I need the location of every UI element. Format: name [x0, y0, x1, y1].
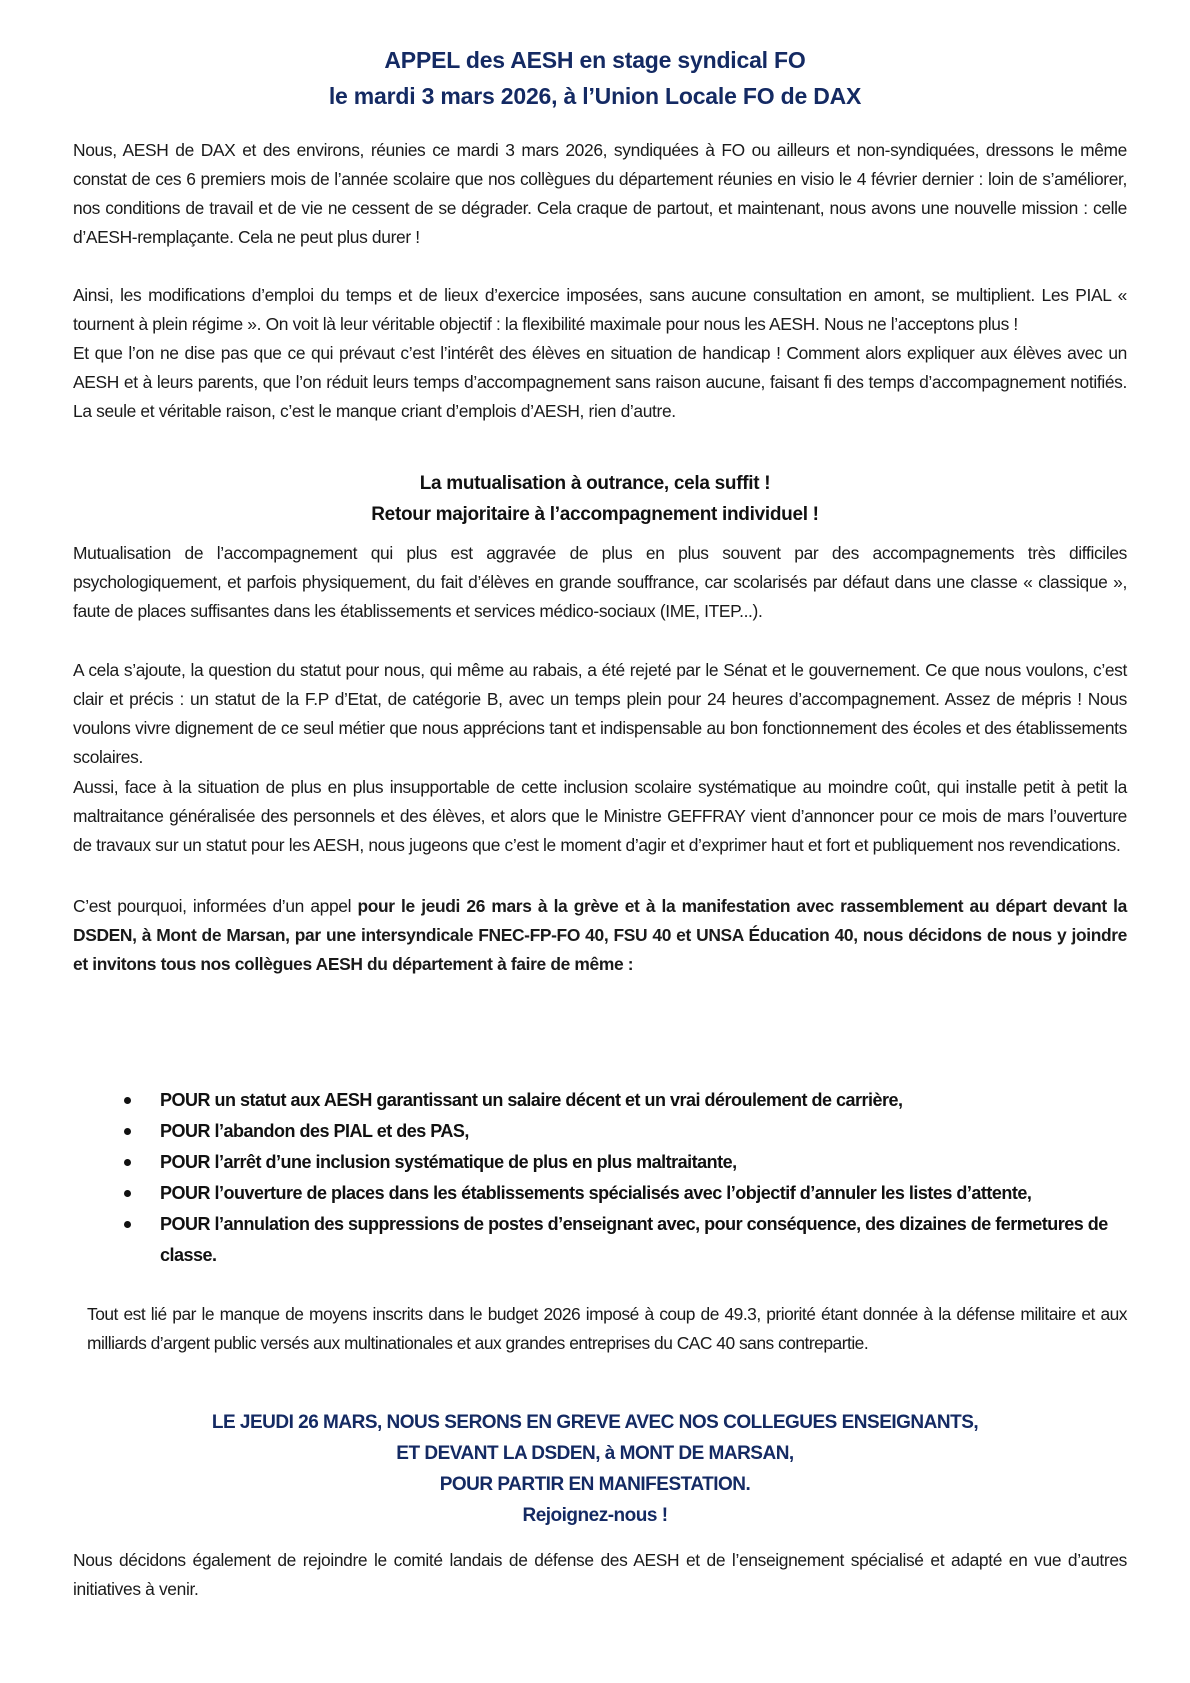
paragraph-text: [73, 892, 1127, 979]
paragraph-text: Nous décidons également de rejoindre le comité landais de défense des AESH et de l’enseignement spécialisé et adapté en vue d’autres initiatives à venir.: [73, 1550, 1127, 1599]
bullet-icon: [124, 1221, 131, 1228]
demand-item: POUR un statut aux AESH garantissant un salaire décent et un vrai déroulement de carrière,: [120, 1085, 1130, 1116]
bullet-icon: [124, 1097, 131, 1104]
paragraph-text: Ainsi, les modifications d’emploi du temps et de lieux d’exercice imposées, sans aucune consultation en amont, se multiplient. Les PIAL « tournent à plein régime ». On voit là leur véritable objectif : la flexibilité maximale pour nous les AESH. Nous ne l’acceptons plus !: [73, 285, 1127, 334]
demand-item: POUR l’abandon des PIAL et des PAS,: [120, 1116, 1130, 1147]
callout-line-4: Rejoignez-nous !: [522, 1505, 668, 1526]
closing-paragraph: [73, 1546, 1127, 1604]
pial-paragraph: [73, 281, 1127, 426]
bullet-icon: [124, 1159, 131, 1166]
demand-item: POUR l’arrêt d’une inclusion systématique de plus en plus maltraitante,: [120, 1147, 1130, 1178]
document-title-line-2: le mardi 3 mars 2026, à l’Union Locale FO de DAX: [328, 83, 862, 109]
paragraph-text: Et que l’on ne dise pas que ce qui prévaut c’est l’intérêt des élèves en situation de handicap ! Comment alors expliquer aux élèves avec un AESH et à leurs parents, que l’on réduit leurs temps d’accompagnement sans raison aucune, faisant fi des temps d’accompagnement notifiés. La seule et véritable raison, c’est le manque criant d’emplois d’AESH, rien d’autre.: [73, 343, 1127, 421]
paragraph-text: Nous, AESH de DAX et des environs, réunies ce mardi 3 mars 2026, syndiquées à FO ou ailleurs et non-syndiquées, dressons le même constat de ces 6 premiers mois de l’année scolaire que nos collègues du département réunies en visio le 4 février dernier : loin de s’améliorer, nos conditions de travail et de vie ne cessent de se dégrader. Cela craque de partout, et maintenant, nous avons une nouvelle mission : celle d’AESH-remplaçante. Cela ne peut plus durer !: [73, 140, 1127, 247]
paragraph-text: Aussi, face à la situation de plus en plus insupportable de cette inclusion scolaire systématique au moindre coût, qui installe petit à petit la maltraitance généralisée des personnels et des élèves, et alors que le Ministre GEFFRAY vient d’annoncer pour ce mois de mars l’ouverture de travaux sur un statut pour les AESH, nous jugeons que c’est le moment d’agir et d’exprimer haut et fort et publiquement nos revendications.: [73, 777, 1127, 855]
mutualisation-paragraph: [73, 539, 1127, 626]
inclusion-paragraph: [73, 773, 1127, 860]
demands-list: [120, 1085, 1130, 1271]
bullet-icon: [124, 1128, 131, 1135]
intro-paragraph: [73, 136, 1127, 252]
bullet-icon: [124, 1190, 131, 1197]
paragraph-text: Mutualisation de l’accompagnement qui plus est aggravée de plus en plus souvent par des accompagnements très difficiles psychologiquement, et parfois physiquement, du fait d’élèves en grande souffrance, car scolarisés par défaut dans une classe « classique », faute de places suffisantes dans les établissements et services médico-sociaux (IME, ITEP...).: [73, 543, 1127, 621]
demand-item: POUR l’annulation des suppressions de postes d’enseignant avec, pour conséquence, des dizaines de fermetures de classe.: [120, 1209, 1130, 1271]
callout-line-2: ET DEVANT LA DSDEN, à MONT DE MARSAN,: [396, 1443, 794, 1464]
strike-call-details: pour le jeudi 26 mars à la grève et à la manifestation avec rassemblement au départ devant la DSDEN, à Mont de Marsan, par une intersyndicale FNEC-FP-FO 40, FSU 40 et UNSA Éducation 40, nous décidons de nous y joindre et invitons tous nos collègues AESH du département à faire de même :: [73, 896, 1127, 974]
paragraph-text: A cela s’ajoute, la question du statut pour nous, qui même au rabais, a été rejeté par le Sénat et le gouvernement. Ce que nous voulons, c’est clair et précis : un statut de la F.P d’Etat, de catégorie B, avec un temps plein pour 24 heures d’accompagnement. Assez de mépris ! Nous voulons vivre dignement de ce seul métier que nous apprécions tant et indispensable au bon fonctionnement des écoles et des établissements scolaires.: [73, 660, 1127, 767]
statut-paragraph: [73, 656, 1127, 772]
budget-paragraph: [87, 1300, 1127, 1358]
callout-line-1: LE JEUDI 26 MARS, NOUS SERONS EN GREVE AVEC NOS COLLEGUES ENSEIGNANTS,: [211, 1412, 979, 1433]
strike-call-intro: C’est pourquoi, informées d’un appel: [73, 896, 358, 916]
callout-line-3: POUR PARTIR EN MANIFESTATION.: [439, 1474, 751, 1495]
strike-call-paragraph: [73, 892, 1127, 979]
demand-item: POUR l’ouverture de places dans les établissements spécialisés avec l’objectif d’annuler les listes d’attente,: [120, 1178, 1130, 1209]
slogan-line-1: La mutualisation à outrance, cela suffit !: [419, 473, 771, 494]
slogan-line-2: Retour majoritaire à l’accompagnement individuel !: [371, 504, 819, 525]
document-title-line-1: APPEL des AESH en stage syndical FO: [384, 47, 806, 73]
paragraph-text: Tout est lié par le manque de moyens inscrits dans le budget 2026 imposé à coup de 49.3, priorité étant donnée à la défense militaire et aux milliards d’argent public versés aux multinationales et aux grandes entreprises du CAC 40 sans contrepartie.: [87, 1304, 1127, 1353]
